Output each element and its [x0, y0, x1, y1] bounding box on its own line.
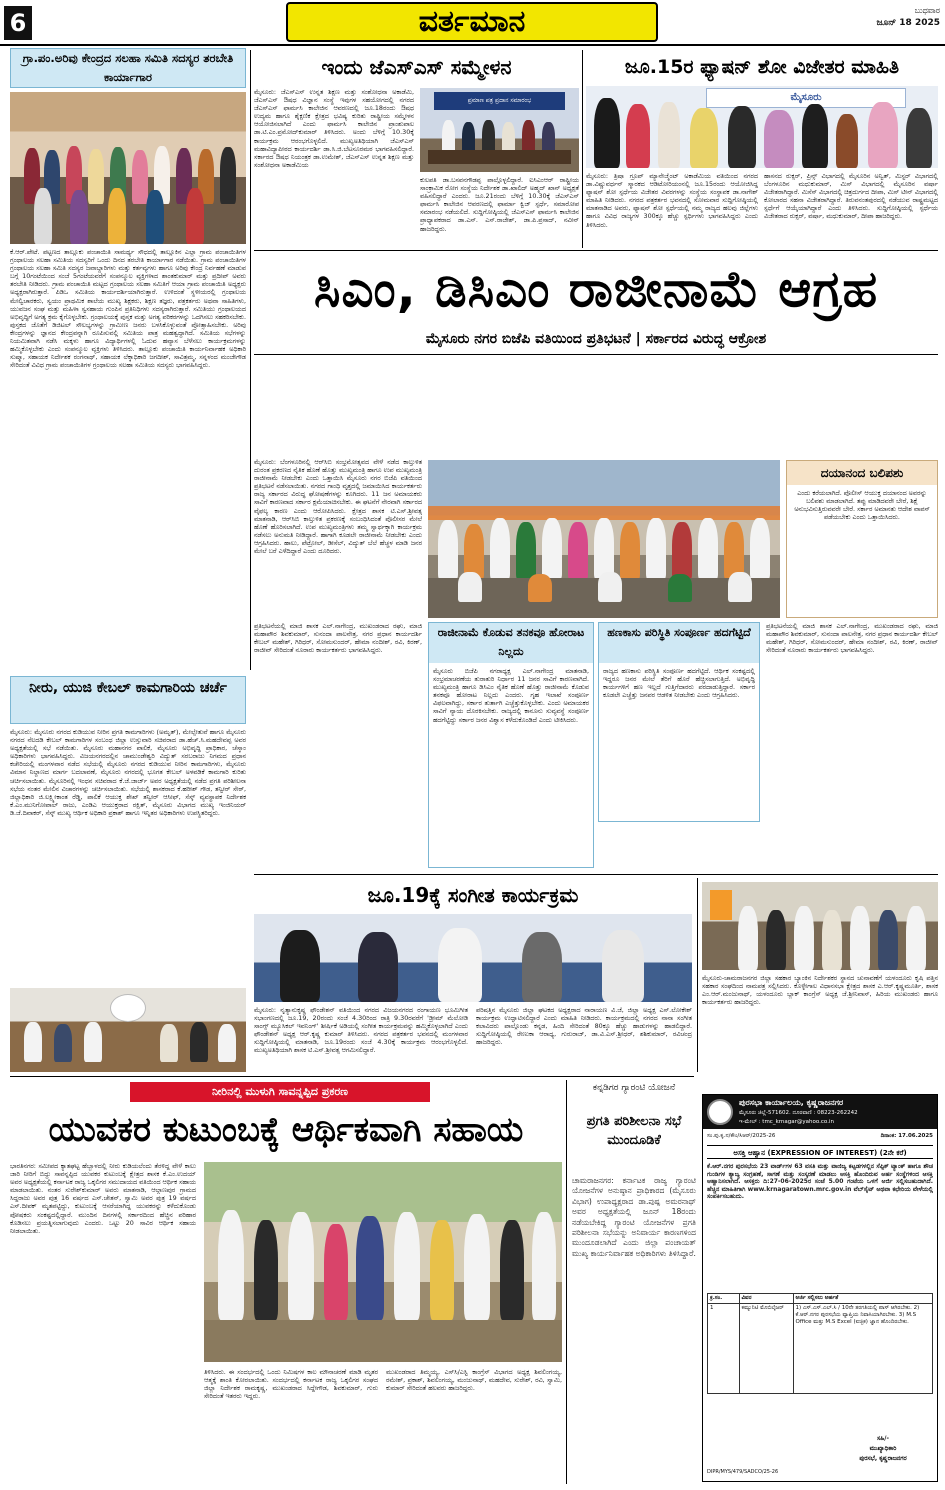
side-box: [786, 460, 938, 618]
divider-h-bottom: [10, 1076, 694, 1077]
divider-h-mid: [254, 874, 938, 875]
article-family-body-2: ತಿಳಿಸಿದರು. ಈ ಸಂದರ್ಭದಲ್ಲಿ ಒಂದು ನಿಮಿಷಗಳ ಕಾಲ ಮೌನಾಚರಣೆ ಮಾಡಿ ಮೃತರ ಆತ್ಮಕ್ಕೆ ಶಾಂತಿ ಕೋರಲಾಯಿತು. ಸಂದರ್ಭದಲ್ಲಿ ಕರ್ನಾಟಕ ರಾಜ್ಯ ಒಕ್ಕಲಿಗರ ಸಂಘದ ಜಿಲ್ಲಾ ನಿರ್ದೇಶಕ ರಾಮಕೃಷ್ಣ, ಮುಖಂಡರಾದ ಸಿದ್ದೇಗೌಡ, ಶಿವಕುಮಾರ್, ಗುರು ಸೇರಿದಂತೆ ಇತರರು ಇದ್ದರು.: [204, 1368, 378, 1401]
main-headline: ಸಿಎಂ, ಡಿಸಿಎಂ ರಾಜೀನಾಮೆ ಆಗ್ರಹ: [313, 260, 879, 318]
article-library-body: ಕೆ.ಆರ್.ಪೇಟೆ. ಪಟ್ಟಣದ ತಾಲ್ಲೂಕು ಪಂಚಾಯಿತಿ ಸಾಮರ್ಥ್ಯ ಸೌಧದಲ್ಲಿ ತಾಲ್ಲೂಕಿನ ಎಲ್ಲಾ ಗ್ರಾಮ ಪಂಚಾಯಿತಿಗಳ ಗ್ರಂಥಾಲಯ ಸಲಹಾ ಸಮಿತಿಯ ಸದಸ್ಯರಿಗೆ ಒಂದು ದಿನದ ತರಬೇತಿ ಕಾರ್ಯಾಗಾರ ನಡೆಯಿತು. ಗ್ರಾಮ ಪಂಚಾಯಿತಿಗಳ ಗ್ರಂಥಾಲಯ ಸಲಹಾ ಸಮಿತಿ ಸದಸ್ಯರ ಜವಾಬ್ದಾರಿಗಳು ಮತ್ತು ಕರ್ತವ್ಯಗಳು ಹಾಗೂ ಅರಿವು ಕೇಂದ್ರ ನಿರ್ವಹಣೆ ಮಾಡುವ ಬಗ್ಗೆ 10ಗಂಟೆಯಿಂದ ಸಂಜೆ 5ಗಂಟೆಯವರೆಗೆ ಸಂಪನ್ಮೂಲ ವ್ಯಕ್ತಿಗಳಾದ ಶಾಂತಕುಮಾರ್ ಮತ್ತು ಪ್ರದೀಪ್ ಅವರು ತರಬೇತಿ ನೀಡಿದರು. ಗ್ರಾಮ ಪಂಚಾಯಿತಿ ಮಟ್ಟದ ಗ್ರಂಥಾಲಯ ಸಲಹಾ ಸಮಿತಿಗೆ ಆಯಾ ಗ್ರಾಮ ಪಂಚಾಯಿತಿ ಅಧ್ಯಕ್ಷರು ಅಧ್ಯಕ್ಷರಾಗಿರುತ್ತಾರೆ. ಪಿಡಿಒ ಸಮಿತಿಯ ಕಾರ್ಯದರ್ಶಿಯಾಗಿರುತ್ತಾರೆ. ಉಳಿದಂತೆ ಸ್ಥಳೀಯರಲ್ಲಿ ಗ್ರಂಥಾಲಯ ಮೇಲ್ವಿಚಾರಕರು, ಸ್ವಯಂ ಪ್ರಾಥಮಿಕ ಶಾಲೆಯ ಮುಖ್ಯ ಶಿಕ್ಷಕರು, ಶಿಕ್ಷಣ ತಜ್ಞರು, ಪತ್ರಕರ್ತರು ಅಥವಾ ಸಾಹಿತಿಗಳು, ಯುವಜನ ಸಂಘ ಮತ್ತು ಮಹಿಳಾ ಸ್ವಸಹಾಯ ಗುಂಪಿನ ಪ್ರತಿನಿಧಿಗಳು ಸದಸ್ಯರಾಗಿರುತ್ತಾರೆ. ಸಮಿತಿಯು ಗ್ರಂಥಾಲಯದ ಅಭಿವೃದ್ಧಿಗೆ ಅಗತ್ಯ ಕ್ರಮ ಕೈಗೊಳ್ಳಬೇಕು. ಗ್ರಂಥಾಲಯಕ್ಕೆ ಪುಸ್ತಕ ಮತ್ತು ಅಗತ್ಯ ಪರಿಕರಗಳನ್ನು ಒದಗಿಸಲು ಸಹಕರಿಸಬೇಕು. ಪುಸ್ತಕದ ಜೊತೆಗೆ ಡಿಜಿಟಲ್ ಸೌಲಭ್ಯಗಳನ್ನು ಗ್ರಾಮೀಣ ಜನರು ಬಳಸಿಕೊಳ್ಳುವಂತೆ ಪ್ರೋತ್ಸಾಹಿಸಬೇಕು. ಅರಿವು ಕೇಂದ್ರಗಳನ್ನು ಜ್ಞಾನದ ಕೇಂದ್ರವನ್ನಾಗಿ ರೂಪಿಸುವಲ್ಲಿ ಸಮಿತಿಯ ಪಾತ್ರ ಮಹತ್ವದ್ದಾಗಿದೆ. ಸಮಿತಿಯ ಸಭೆಗಳನ್ನು ನಿಯಮಿತವಾಗಿ ನಡೆಸಿ ಮಕ್ಕಳು ಹಾಗೂ ವಿದ್ಯಾರ್ಥಿಗಳಲ್ಲಿ ಓದುವ ಹವ್ಯಾಸ ಬೆಳೆಸಲು ಕಾರ್ಯಕ್ರಮಗಳನ್ನು ಹಮ್ಮಿಕೊಳ್ಳಬೇಕು ಎಂದು ಸಂಪನ್ಮೂಲ ವ್ಯಕ್ತಿಗಳು ತಿಳಿಸಿದರು. ತಾಲ್ಲೂಕು ಪಂಚಾಯಿತಿ ಕಾರ್ಯನಿರ್ವಾಹಕ ಅಧಿಕಾರಿ ಸುಷ್ಮಾ, ಸಹಾಯಕ ನಿರ್ದೇಶಕ ರಂಗನಾಥ್, ಸಹಾಯಕ ಲೆಕ್ಕಾಧಿಕಾರಿ ಜಗದೀಶ್, ಸಾವಿತ್ರಮ್ಮ, ಸನ್ನಳಂದ ಮಂಜೇಗೌಡ ಸೇರಿದಂತೆ ವಿವಿಧ ಗ್ರಾಮ ಪಂಚಾಯಿತಿಗಳ ಗ್ರಂಥಾಲಯ ಸಲಹಾ ಸಮಿತಿಯ ಸದಸ್ಯರು ಭಾಗವಹಿಸಿದ್ದರು.: [10, 248, 246, 370]
main-body-right: ಪ್ರತಿಭಟನೆಯಲ್ಲಿ ಮಾಜಿ ಶಾಸಕ ಎಲ್.ನಾಗೇಂದ್ರ, ಮುಖಂಡರಾದ ರಘು, ಮಾಜಿ ಮಹಾಪೌರ ಶಿವಕುಮಾರ್, ಸುನಂದಾ ಪಾಲನೇತ್ರ, ನಗರ ಪ್ರಧಾನ ಕಾರ್ಯದರ್ಶಿ ಕೇಬಲ್ ಮಹೇಶ್, ಗಿರಿಧರ್, ಸೋಮಸುಂದರ್, ಹೇಮಾ ನಂದೀಶ್, ರವಿ, ಕಿರಣ್, ರಾಜೀವ್ ಸೇರಿದಂತೆ ನೂರಾರು ಕಾರ್ಯಕರ್ತರು ಭಾಗವಹಿಸಿದ್ದರು.: [766, 622, 938, 655]
article-family-kicker: ನೀರಿನಲ್ಲಿ ಮುಳುಗಿ ಸಾವನ್ನಪ್ಪಿದ ಪ್ರಕರಣ: [130, 1082, 430, 1102]
article-music-body-2: ಪರಿಷತ್ತಿನ ಮೈಸೂರು ಜಿಲ್ಲಾ ಘಟಕದ ಅಧ್ಯಕ್ಷರಾದ ನಾರಾಯಣ ವಿ.ಜೆ, ಜಿಲ್ಲಾ ಅಧ್ಯಕ್ಷ ಎಸ್.ಲೋಕೇಶ್ ಕಾರ್ಯಕ್ರಮ ಉದ್ಘಾಟಿಸಲಿದ್ದಾರೆ ಎಂದು ಮಾಹಿತಿ ನೀಡಿದರು. ಕಾರ್ಯಕ್ರಮದಲ್ಲಿ ನಗರದ ನಾನಾ ಸಂಗೀತ ಕಲಾವಿದರು ಪಾಲ್ಗೊಂಡು ಕನ್ನಡ, ಹಿಂದಿ ಸೇರಿದಂತೆ 80ಕ್ಕೂ ಹೆಚ್ಚು ಹಾಡುಗಳನ್ನು ಹಾಡಲಿದ್ದಾರೆ. ಸುದ್ದಿಗೋಷ್ಠಿಯಲ್ಲಿ ರೇಣುಕಾ ಆರಾಧ್ಯ, ಗುರುರಾಜ್, ಡಾ.ವಿ.ಎಸ್.ಶ್ರೀಧರ್, ಶಶಿಕುಮಾರ್, ರವಿಚಂದ್ರ ಹಾಜರಿದ್ದರು.: [476, 1006, 692, 1047]
box-resign: [428, 622, 594, 868]
article-nomination-body: ಮೈಸೂರು-ಚಾಮರಾಜನಗರ ಜಿಲ್ಲಾ ಸಹಕಾರ ಬ್ಯಾಂಕಿನ ನಿರ್ದೇಶಕರ ಸ್ಥಾನದ ಚುನಾವಣೆಗೆ ಯಳಂದೂರು ಕೃಷಿ ಪತ್ತಿನ ಸಹಕಾರ ಸಂಘದಿಂದ ನಾಮಪತ್ರ ಸಲ್ಲಿಸಿದರು. ಕೊಳ್ಳೇಗಾಲ ವಿಧಾನಸಭಾ ಕ್ಷೇತ್ರದ ಶಾಸಕ ಎ.ಆರ್.ಕೃಷ್ಣಮೂರ್ತಿ, ಶಾಸಕ ಎಂ.ಆರ್.ಮಂಜುನಾಥ್, ಯಳಂದೂರು ಬ್ಲಾಕ್ ಕಾಂಗ್ರೆಸ್ ಅಧ್ಯಕ್ಷ ಜೆ.ಶ್ರೀನಿವಾಸ್, ಹಿರಿಯ ಮುಖಂಡರು ಹಾಗೂ ಕಾರ್ಯಕರ್ತರು ಹಾಜರಿದ್ದರು.: [702, 974, 938, 1007]
notice-date: ದಿನಾಂಕ: 17.06.2025: [880, 1133, 933, 1139]
divider-v3: [697, 878, 698, 1072]
family-aid-photo: [204, 1162, 562, 1362]
article-family-body-3: ಮುಖಂಡರಾದ ತಿಮ್ಮಯ್ಯ, ಎಸ್‌ಸಿ/ಎಸ್ಟಿ ಕಾಂಗ್ರೆಸ್ ವಿಭಾಗದ ಅಧ್ಯಕ್ಷ ಶಿವಲಿಂಗಯ್ಯ, ರಮೇಶ್, ಪ್ರಕಾಶ್, ಶಿವಲಿಂಗಯ್ಯ, ಮಂಜುನಾಥ್, ಮಹದೇವ, ಸುರೇಶ್, ರವಿ, ಸ್ವಾಮಿ, ಕುಮಾರ್ ಸೇರಿದಂತೆ ಹಲವರು ಹಾಜರಿದ್ದರು.: [386, 1368, 562, 1393]
article-jss-conference: [254, 48, 579, 246]
article-family-headline: ಯುವಕರ ಕುಟುಂಬಕ್ಕೆ ಆರ್ಥಿಕವಾಗಿ ಸಹಾಯ: [48, 1110, 524, 1150]
notice-body: ಕೆ.ಆರ್.ನಗರ ಪುರಸಭೆಯ 23 ವಾರ್ಡ್‌ಗಳ 63 ವಸತಿ ಮತ್ತು ವಾಣಿಜ್ಯ ಕಟ್ಟಡಗಳಲ್ಲಿನ ಸೆಪ್ಟಿಕ್ ಟ್ಯಾಂಕ್ ಹಾಗೂ ಶೌಚ ಗುಂಡಿಗಳ ತ್ಯಾಜ್ಯ ಸಂಗ್ರಹಣೆ, ಸಾಗಣೆ ಮತ್ತು ಸಂಸ್ಕರಣೆ ಮಾಡಲು ಆಸಕ್ತಿ ಹೊಂದಿರುವ ಅರ್ಹ ಸಂಸ್ಥೆಗಳಿಂದ ಆಸಕ್ತಿ ಆಹ್ವಾನಿಸಲಾಗಿದೆ. ಆಸಕ್ತರು ದಿ:27-06-2025ರ ಸಂಜೆ 5.00 ಗಂಟೆಯ ಒಳಗೆ ಅರ್ಜಿ ಸಲ್ಲಿಸಬಹುದಾಗಿದೆ. ಹೆಚ್ಚಿನ ಮಾಹಿತಿಗಾಗಿ www.krnagaratown.mrc.gov.in ವೆಬ್‌ಸೈಟ್ ಅಥವಾ ಕಛೇರಿಯ ವೇಳೆಯಲ್ಲಿ ಸಂಪರ್ಕಿಸಬಹುದು.: [707, 1163, 933, 1201]
side-box-headline: ದಯಾನಂದ ಬಲಿಪಶು: [787, 461, 937, 485]
article-music-program: [254, 878, 692, 1072]
divider-v2: [582, 50, 583, 248]
box-finance: [598, 622, 760, 822]
nomination-photo: [702, 882, 938, 970]
masthead: [0, 0, 945, 46]
article-guarantee: [572, 1080, 696, 1484]
protest-photo: [428, 460, 780, 618]
notice-org: ಪುರಸಭಾ ಕಾರ್ಯಾಲಯ, ಕೃಷ್ಣರಾಜನಗರ: [739, 1098, 844, 1107]
notice-header: [703, 1095, 937, 1129]
notice-emblem-icon: [707, 1099, 733, 1125]
divider-h-main: [254, 354, 938, 355]
masthead-date: ಜೂನ್ 18 2025: [876, 18, 940, 28]
music-press-photo: [254, 914, 692, 1002]
notice-code: DIPR/MYS/479/SADCO/25-26: [707, 1469, 779, 1475]
notice-table-header-1: ಕ್ರ.ಸಂ.: [708, 1294, 740, 1304]
article-music-body-1: ಮೈಸೂರು: ನೃತ್ಯಾನುಕೃಷ್ಣ ಫೌಂಡೇಶನ್ ವತಿಯಿಂದ ನಗರದ ವಿಜಯನಗರದ ರಂಗಾಯಣ ಭೂಮಿಗೀತ ಸಭಾಂಗಣದಲ್ಲಿ ಜೂ.19, 20ರಂದು ಸಂಜೆ 4.30ರಿಂದ ರಾತ್ರಿ 9.30ರವರೆಗೆ 'ಡ್ರೀಮ್ ಮೆಲೋಡಿ ಸಾಂಗ್ಸ್ ಮ್ಯೂಸಿಕಲ್ ಇವನಿಂಗ್' ಶೀರ್ಷಿಕೆ ಅಡಿಯಲ್ಲಿ ಸಂಗೀತ ಕಾರ್ಯಕ್ರಮವನ್ನು ಹಮ್ಮಿಕೊಳ್ಳಲಾಗಿದೆ ಎಂದು ಫೌಂಡೇಶನ್ ಅಧ್ಯಕ್ಷ ಆರ್.ಕೃಷ್ಣ ಕುಮಾರ್ ತಿಳಿಸಿದರು. ನಗರದ ಪತ್ರಕರ್ತರ ಭವನದಲ್ಲಿ ಮಂಗಳವಾರ ಸುದ್ದಿಗೋಷ್ಠಿಯಲ್ಲಿ ಮಾತನಾಡಿ, ಜೂ.19ರಂದು ಸಂಜೆ 4.30ಕ್ಕೆ ಕಾರ್ಯಕ್ರಮ ಆರಂಭಗೊಳ್ಳಲಿದೆ. ಮುಖ್ಯಅತಿಥಿಯಾಗಿ ಶಾಸಕ ಟಿ.ಎಸ್.ಶ್ರೀವತ್ಸ ಆಗಮಿಸಲಿದ್ದಾರೆ.: [254, 1006, 468, 1055]
notice-sign-3: ಪುರಸಭೆ, ಕೃಷ್ಣರಾಜನಗರ: [859, 1455, 907, 1462]
jss-stage-photo: [420, 88, 579, 172]
notice-sign-2: ಮುಖ್ಯಾಧಿಕಾರಿ: [869, 1445, 897, 1452]
main-body-1: ಮೈಸೂರು: ಬೆಂಗಳೂರಿನಲ್ಲಿ ಆರ್‌ಸಿಬಿ ಸಂಭ್ರಮೋತ್ಸವದ ವೇಳೆ ನಡೆದ ಕಾಲ್ತುಳಿತ ದುರಂತ ಪ್ರಕರಣದ ನೈತಿಕ ಹೊಣೆ ಹೊತ್ತು ಮುಖ್ಯಮಂತ್ರಿ ಹಾಗೂ ಉಪ ಮುಖ್ಯಮಂತ್ರಿ ರಾಜೀನಾಮೆ ನೀಡಬೇಕು ಎಂದು ಒತ್ತಾಯಿಸಿ ಮೈಸೂರು ನಗರ ಬಿಜೆಪಿ ವತಿಯಿಂದ ಪ್ರತಿಭಟನೆ ನಡೆಸಲಾಯಿತು. ನಗರದ ಗಾಂಧಿ ವೃತ್ತದಲ್ಲಿ ಜಮಾಯಿಸಿದ ಕಾರ್ಯಕರ್ತರು ರಾಜ್ಯ ಸರ್ಕಾರದ ವಿರುದ್ಧ ಘೋಷಣೆಗಳನ್ನು ಕೂಗಿದರು. 11 ಜನ ಅಮಾಯಕರು ಸಾವಿಗೆ ಕಾರಣವಾದ ಸರ್ಕಾರ ಕ್ಷಮೆಯಾಚಿಸಬೇಕು. ಈ ಘಟನೆಗೆ ನೇರವಾಗಿ ಸರ್ಕಾರದ ವೈಫಲ್ಯ ಕಾರಣ ಎಂದು ಆರೋಪಿಸಿದರು. ಕ್ಷೇತ್ರದ ಶಾಸಕ ಟಿ.ಎಸ್.ಶ್ರೀವತ್ಸ ಮಾತನಾಡಿ, ಆರ್‌ಸಿಬಿ ಕಾಲ್ತುಳಿತ ಪ್ರಕರಣಕ್ಕೆ ಸಂಬಂಧಿಸಿದಂತೆ ಪೊಲೀಸರ ಮೇಲೆ ಹೊಣೆ ಹೊರಿಸಲಾಗಿದೆ. ಉಪ ಮುಖ್ಯಮಂತ್ರಿಗಳು ತಮ್ಮ ಸ್ವಾರ್ಥಕ್ಕಾಗಿ ಕಾರ್ಯಕ್ರಮ ನಡೆಸಲು ಅನುಮತಿ ನೀಡಿದ್ದಾರೆ. ಹಾಗಾಗಿ ಕೂಡಲೇ ರಾಜೀನಾಮೆ ನೀಡಬೇಕು ಎಂದು ಆಗ್ರಹಿಸಿದರು. ಹಾಲು, ಪೆಟ್ರೋಲ್, ಡೀಸೆಲ್, ವಿದ್ಯುತ್ ಬೆಲೆ ಹೆಚ್ಚಳ ಮಾಡಿ ಜನರ ಮೇಲೆ ಬರೆ ಎಳೆದಿದ್ದಾರೆ ಎಂದು ದೂರಿದರು.: [254, 458, 422, 556]
main-subhead: ಮೈಸೂರು ನಗರ ಬಿಜೆಪಿ ವತಿಯಿಂದ ಪ್ರತಿಭಟನೆ | ಸರ್ಕಾರದ ವಿರುದ್ಧ ಆಕ್ರೋಶ: [425, 331, 767, 347]
article-jss-headline: ಇಂದು ಜೆಎಸ್ಎಸ್ ಸಮ್ಮೇಳನ: [321, 55, 512, 79]
article-water-cable: [10, 676, 246, 1072]
box-finance-headline: ಹಣಕಾಸು ಪರಿಸ್ಥಿತಿ ಸಂಪೂರ್ಣ ಹದಗೆಟ್ಟಿದೆ: [599, 623, 759, 663]
divider-v1: [250, 50, 251, 670]
masthead-rule: [0, 44, 945, 46]
notice-table-cell-3: 1) ಎಸ್.ಎಸ್.ಎಲ್.ಸಿ / 10ನೇ ತರಗತಿಯಲ್ಲಿ ಪಾಸ್ ಆಗಿರಬೇಕು. 2) ಕೆ.ಆರ್.ನಗರ ಪುರಸಭೆಯ ವ್ಯಾಪ್ತಿಯ ನಿವಾಸಿಯಾಗಿರಬೇಕು. 3) M.S Office ಮತ್ತು M.S Excel (ಐಚ್ಛಿಕ) ಜ್ಞಾನ ಹೊಂದಿರಬೇಕು.: [793, 1304, 933, 1394]
article-music-headline: ಜೂ.19ಕ್ಕೆ ಸಂಗೀತ ಕಾರ್ಯಕ್ರಮ: [367, 883, 579, 907]
box-resign-headline: ರಾಜೀನಾಮೆ ಕೊಡುವ ತನಕವೂ ಹೋರಾಟ ನಿಲ್ಲದು: [429, 623, 593, 663]
page-number: 6: [4, 6, 32, 40]
article-library-headline: ಗ್ರಾ.ಪಂ.ಅರಿವು ಕೇಂದ್ರದ ಸಲಹಾ ಸಮಿತಿ ಸದಸ್ಯರ ತರಬೇತಿ ಕಾರ್ಯಾಗಾರ: [10, 48, 246, 88]
fashion-banner: ಮೈಸೂರು: [706, 88, 906, 108]
article-water-body: ಮೈಸೂರು: ಮೈಸೂರು ನಗರದ ಕುಡಿಯುವ ನೀರಿನ ಪ್ರಗತಿ ಕಾಮಗಾರಿಗಳು (ಅಮೃತ್), ಮೇಲ್ಸೇತುವೆ ಹಾಗೂ ಮೈಸೂರು ನಗರದ ನೆಲದಡಿ ಕೇಬಲ್ ಕಾಮಗಾರಿಗಳ ಸಂಬಂಧ ಜಿಲ್ಲಾ ಉಸ್ತುವಾರಿ ಸಚಿವರಾದ ಡಾ.ಹೆಚ್.ಸಿ.ಮಹದೇವಪ್ಪ ಅವರ ಅಧ್ಯಕ್ಷತೆಯಲ್ಲಿ ಸಭೆ ನಡೆಯಿತು. ಮೈಸೂರು ಮಹಾನಗರ ಪಾಲಿಕೆ, ಮೈಸೂರು ಅಭಿವೃದ್ಧಿ ಪ್ರಾಧಿಕಾರ, ಚೆಸ್ಕಾಂ ಅಧಿಕಾರಿಗಳು ಭಾಗವಹಿಸಿದ್ದರು. ವಿಜಯನಗರದಲ್ಲಿನ ಚಾಮುಂಡೇಶ್ವರಿ ವಿದ್ಯುತ್ ಸರಬರಾಜು ನಿಗಮದ ಪ್ರಧಾನ ಕಚೇರಿಯಲ್ಲಿ ಮಂಗಳವಾರ ನಡೆದ ಸಭೆಯಲ್ಲಿ ಮೈಸೂರು ನಗರದ ಕುಡಿಯುವ ನೀರಿನ ಕಾಮಗಾರಿಗಳು, ಮೈಸೂರು ವಿಮಾನ ನಿಲ್ದಾಣದ ಮಾರ್ಗ ಬದಲಾವಣೆ, ಮೈಸೂರು ನಗರದಲ್ಲಿ ಭೂಗತ ಕೇಬಲ್ ಅಳವಡಿಕೆ ಕಾಮಗಾರಿ ಕುರಿತು ಚರ್ಚಿಸಲಾಯಿತು. ಮೈಸೂರಿನಲ್ಲಿ ಇಂಧನ ಸಚಿವರಾದ ಕೆ.ಜೆ.ಜಾರ್ಜ್ ಅವರ ಅಧ್ಯಕ್ಷತೆಯಲ್ಲಿ ನಡೆದ ಪ್ರಗತಿ ಪರಿಶೀಲನಾ ಸಭೆಯ ನಂತರ ಮೇಲಿನ ವಿಚಾರಗಳನ್ನು ಚರ್ಚಿಸಲಾಯಿತು. ಸಭೆಯಲ್ಲಿ ಶಾಸಕರಾದ ಕೆ.ಹರೀಶ್ ಗೌಡ, ತನ್ವೀರ್ ಸೇಠ್, ಜಿಲ್ಲಾಧಿಕಾರಿ ಜಿ.ಲಕ್ಷ್ಮೀಕಾಂತ ರೆಡ್ಡಿ, ಪಾಲಿಕೆ ಆಯುಕ್ತ ಶೇಖ್ ತನ್ವೀರ್ ಆಸೀಫ್, ಸೆಸ್ಕ್ ವ್ಯವಸ್ಥಾಪಕ ನಿರ್ದೇಶಕ ಕೆ.ಎಂ.ಮುನಿಗೋಪಾಲ್ ರಾಜು, ಎಂಡಿಎ ಆಯುಕ್ತರಾದ ರಕ್ಷಿತ್, ಮೈಸೂರು ವಿಭಾಗದ ಮುಖ್ಯ ಇಂಜಿನಿಯರ್ ಡಿ.ಜೆ.ದಿವಾಕರ್, ಸೆಸ್ಕ್ ಮುಖ್ಯ ಆರ್ಥಿಕ ಅಧಿಕಾರಿ ಪ್ರಕಾಶ್ ಹಾಗೂ ಇನ್ನಿತರ ಅಧಿಕಾರಿಗಳು ಉಪಸ್ಥಿತರಿದ್ದರು.: [10, 728, 246, 817]
divider-h-top: [254, 250, 938, 251]
article-guarantee-headline: ಪ್ರಗತಿ ಪರಿಶೀಲನಾ ಸಭೆ ಮುಂದೂಡಿಕೆ: [586, 1114, 682, 1148]
library-group-photo: [10, 92, 246, 244]
fashion-winners-photo: [586, 86, 938, 168]
box-finance-body: ರಾಜ್ಯದ ಹಣಕಾಸು ಪರಿಸ್ಥಿತಿ ಸಂಪೂರ್ಣ ಹದಗೆಟ್ಟಿದೆ. ಆರ್ಥಿಕ ಸಂಕಷ್ಟದಲ್ಲಿ ಇದ್ದರೂ ಜನರ ಮೇಲೆ ತೆರಿಗೆ ಹೊರೆ ಹೆಚ್ಚಿಸಲಾಗುತ್ತಿದೆ. ಅಭಿವೃದ್ಧಿ ಕಾರ್ಯಗಳಿಗೆ ಹಣ ಇಲ್ಲದೆ ಗುತ್ತಿಗೆದಾರರು ಪರದಾಡುತ್ತಿದ್ದಾರೆ. ಸರ್ಕಾರ ಕೂಡಲೇ ಎಚ್ಚೆತ್ತು ಜನಪರ ಆಡಳಿತ ನೀಡಬೇಕು ಎಂದು ಆಗ್ರಹಿಸಿದರು.: [603, 667, 755, 700]
notice-title: ಅಸಕ್ತಿ ಆಹ್ವಾನ (EXPRESSION OF INTEREST) (2ನೇ ಕರೆ): [707, 1145, 933, 1159]
notice-table: [707, 1293, 933, 1394]
article-guarantee-kicker: ಕನ್ನಡಿಗರ ಗ್ಯಾರಂಟಿ ಯೋಜನೆ: [592, 1083, 676, 1093]
article-guarantee-body: ಚಾಮರಾಜನಗರ: ಕರ್ನಾಟಕ ರಾಜ್ಯ ಗ್ಯಾರಂಟಿ ಯೋಜನೆಗಳ ಅನುಷ್ಠಾನ ಪ್ರಾಧಿಕಾರದ (ಮೈಸೂರು ವಿಭಾಗ) ಉಪಾಧ್ಯಕ್ಷರಾದ ಡಾ.ಪುಷ್ಪ ಅಮರನಾಥ್ ಅವರ ಅಧ್ಯಕ್ಷತೆಯಲ್ಲಿ ಜೂನ್ 18ರಂದು ನಡೆಯಬೇಕಿದ್ದ ಗ್ಯಾರಂಟಿ ಯೋಜನೆಗಳ ಪ್ರಗತಿ ಪರಿಶೀಲನಾ ಸಭೆಯನ್ನು ಅನಿವಾರ್ಯ ಕಾರಣಗಳಿಂದ ಮುಂದೂಡಲಾಗಿದೆ ಎಂದು ಜಿಲ್ಲಾ ಪಂಚಾಯತ್ ಮುಖ್ಯ ಕಾರ್ಯನಿರ್ವಾಹಕ ಅಧಿಕಾರಿಗಳು ತಿಳಿಸಿದ್ದಾರೆ.: [572, 1176, 696, 1258]
masthead-day: ಬುಧವಾರ: [914, 6, 940, 15]
article-nomination: [702, 878, 938, 1072]
article-family-body-1: ಭಾರತಿನಗರ: ಸಮೀಪದ ಕ್ಯಾತಘಟ್ಟ ಹೆಬ್ಬಾಳದಲ್ಲಿ ನೀರು ಕುಡಿಯಲೆಂದು ತೆರಳಿದ್ದ ವೇಳೆ ಕಾಲು ಜಾರಿ ನೀರಿಗೆ ಬಿದ್ದು ಸಾವನ್ನಪ್ಪಿದ ಯುವಕರ ಕುಟುಂಬಕ್ಕೆ ಕ್ಷೇತ್ರದ ಶಾಸಕ ಕೆ.ಎಂ.ಉದಯ್ ಅವರ ಅಧ್ಯಕ್ಷತೆಯಲ್ಲಿ ಕರ್ನಾಟಕ ರಾಜ್ಯ ಒಕ್ಕಲಿಗರ ಸಮುದಾಯದ ವತಿಯಿಂದ ಆರ್ಥಿಕ ಸಹಾಯ ಮಾಡಲಾಯಿತು. ನಂತರ ಸುರೇಶ್‌ಕುಮಾರ್ ಅವರು ಮಾತನಾಡಿ, ಆಲ್ಗಾಣಪುರ ಗ್ರಾಮದ ಸಿದ್ದರಾಜು ಅವರ ಪುತ್ರ 16 ವರ್ಷದ ಎಸ್.ಚೇತನ್, ಸ್ವಾಮಿ ಅವರ ಪುತ್ರ 19 ವರ್ಷದ ಎಸ್.ದೀಪಕ್ ಮೃತಪಟ್ಟಿದ್ದು, ಕುಟುಂಬಕ್ಕೆ ಆಸರೆಯಾಗಿದ್ದ ಯುವಕರನ್ನು ಕಳೆದುಕೊಂಡು ಪೋಷಕರು ಸಂಕಷ್ಟದಲ್ಲಿದ್ದಾರೆ. ಮುಂದಿನ ದಿನಗಳಲ್ಲಿ ಸರ್ಕಾರದಿಂದ ಹೆಚ್ಚಿನ ಪರಿಹಾರ ಕೊಡಿಸಲು ಪ್ರಯತ್ನಿಸಲಾಗುವುದು ಎಂದರು. ಒಟ್ಟು 20 ಸಾವಿರ ಆರ್ಥಿಕ ಸಹಾಯ ನೀಡಲಾಯಿತು.: [10, 1162, 196, 1235]
public-notice: [702, 1094, 938, 1482]
side-box-body: ಎಂದು ಕರೆಯಲಾಗಿದೆ. ಪೊಲೀಸ್ ಆಯುಕ್ತ ದಯಾನಂದ ಅವರನ್ನು ಬಲಿಪಶು ಮಾಡಲಾಗಿದೆ. ತಪ್ಪು ಮಾಡಿದವರೇ ಬೇರೆ, ಶಿಕ್ಷೆ ಅನುಭವಿಸುತ್ತಿರುವವರೇ ಬೇರೆ. ಸರ್ಕಾರ ಅಮಾನತು ಆದೇಶ ವಾಪಸ್ ಪಡೆಯಬೇಕು ಎಂದು ಒತ್ತಾಯಿಸಿದರು.: [794, 489, 930, 522]
box-resign-body: ಮೈಸೂರು ಬಿಜೆಪಿ ನಗರಾಧ್ಯಕ್ಷ ಎಲ್.ನಾಗೇಂದ್ರ ಮಾತನಾಡಿ, ಸಂಭ್ರಮಾಚರಣೆಯ ತುರಾತುರಿ ನಿರ್ಧಾರ 11 ಜನರ ಸಾವಿಗೆ ಕಾರಣವಾಗಿದೆ. ಮುಖ್ಯಮಂತ್ರಿ ಹಾಗೂ ಡಿಸಿಎಂ ನೈತಿಕ ಹೊಣೆ ಹೊತ್ತು ರಾಜೀನಾಮೆ ಕೊಡುವ ತನಕವೂ ಹೋರಾಟ ನಿಲ್ಲದು ಎಂದರು. ಗೃಹ ಇಲಾಖೆ ಸಂಪೂರ್ಣ ವಿಫಲವಾಗಿದ್ದು, ಸರ್ಕಾರ ತುರ್ತಾಗಿ ಎಚ್ಚೆತ್ತುಕೊಳ್ಳಬೇಕು. ಎಂದು ಅಮಾಯಕರ ಸಾವಿಗೆ ನ್ಯಾಯ ದೊರಕಿಸಬೇಕು. ರಾಜ್ಯದಲ್ಲಿ ಕಾನೂನು ಸುವ್ಯವಸ್ಥೆ ಸಂಪೂರ್ಣ ಹದಗೆಟ್ಟಿದ್ದು ಸರ್ಕಾರ ಜನರ ವಿಶ್ವಾಸ ಕಳೆದುಕೊಂಡಿದೆ ಎಂದು ಟೀಕಿಸಿದರು.: [433, 667, 589, 724]
article-water-headline: ನೀರು, ಯುಜಿ ಕೇಬಲ್ ಕಾಮಗಾರಿಯ ಚರ್ಚೆ: [10, 676, 246, 724]
article-library-training: [10, 48, 246, 668]
notice-email: ಇ-ಮೇಲ್ : tmc_krnagar@yahoo.co.in: [739, 1119, 834, 1125]
article-jss-body-1: ಮೈಸೂರು: ಜೆಎಸ್ಎಸ್ ಉನ್ನತ ಶಿಕ್ಷಣ ಮತ್ತು ಸಂಶೋಧನಾ ಅಕಾಡೆಮಿ, ಜೆಎಸ್ಎಸ್ ಔಷಧ ವಿಜ್ಞಾನ ಸಂಸ್ಥೆ ಇವುಗಳ ಸಹಯೋಗದಲ್ಲಿ ನಗರದ ಜೆಎಸ್ಎಸ್ ಫಾರ್ಮಸಿ ಕಾಲೇಜಿನ ಆವರಣದಲ್ಲಿ ಜೂ.18ರಂದು ಔಷಧ ಉದ್ಯಮ ಹಾಗೂ ಶೈಕ್ಷಣಿಕ ಕ್ಷೇತ್ರದ ಭವಿಷ್ಯ ಕುರಿತು ರಾಷ್ಟ್ರೀಯ ಸಮ್ಮೇಳನ ಆಯೋಜಿಸಲಾಗಿದೆ ಎಂದು ಫಾರ್ಮಸಿ ಕಾಲೇಜಿನ ಪ್ರಾಂಶುಪಾಲ ಡಾ.ಟಿ.ಎಂ.ಪ್ರಮೋದ್‌ಕುಮಾರ್ ತಿಳಿಸಿದರು. ಅಂದು ಬೆಳಿಗ್ಗೆ 10.30ಕ್ಕೆ ಕಾರ್ಯಕ್ರಮ ಆರಂಭಗೊಳ್ಳಲಿದೆ. ಮುಖ್ಯಅತಿಥಿಯಾಗಿ ಜೆಎಸ್ಎಸ್ ಮಹಾವಿದ್ಯಾಪೀಠದ ಕಾರ್ಯದರ್ಶಿ ಡಾ.ಸಿ.ಜಿ.ಬೆಟಸೂರಮಠ ಭಾಗವಹಿಸಲಿದ್ದಾರೆ. ಸರ್ಕಾರದ ಔಷಧ ನಿಯಂತ್ರಕ ಡಾ.ಉಮೇಶ್, ಜೆಎಸ್ಎಸ್ ಉನ್ನತ ಶಿಕ್ಷಣ ಮತ್ತು ಸಂಶೋಧನಾ ಅಕಾಡೆಮಿಯ: [254, 88, 414, 169]
notice-sign-1: ಸಹಿ/-: [877, 1435, 889, 1442]
article-family-aid: [10, 1080, 562, 1484]
notice-table-header-2: ವಿವರ: [739, 1294, 793, 1304]
meeting-photo: [10, 988, 246, 1072]
article-fashion-body-2: ಹಾಸನದ ರುಕ್ಸರ್, ಪ್ರಿನ್ಸ್ ವಿಭಾಗದಲ್ಲಿ ಮೈಸೂರಿನ ಅನ್ವಿತ್, ಮಿಸ್ಟರ್ ವಿಭಾಗದಲ್ಲಿ ಬೆಂಗಳೂರಿನ ಮಧುಕುಮಾರ್, ಮಿಸ್ ವಿಭಾಗದಲ್ಲಿ ಮೈಸೂರಿನ ವರ್ಷಾ ವಿಜೇತರಾಗಿದ್ದಾರೆ. ಮಿಸೆಸ್ ವಿಭಾಗದಲ್ಲಿ ಚಿತ್ರದುರ್ಗದ ದೀಪಾ, ಮಿಸ್ ಟೀನ್ ವಿಭಾಗದಲ್ಲಿ ಕೋಲಾರದ ಸಹನಾ ವಿಜೇತರಾಗಿದ್ದಾರೆ. ತಿರುವನಂತಪುರದಲ್ಲಿ ನಡೆಯುವ ರಾಷ್ಟ್ರಮಟ್ಟದ ಸ್ಪರ್ಧೆಗೆ ಆಯ್ಕೆಯಾಗಿದ್ದಾರೆ ಎಂದು ತಿಳಿಸಿದರು. ಸುದ್ದಿಗೋಷ್ಠಿಯಲ್ಲಿ ಸ್ಪರ್ಧೆಯ ವಿಜೇತರಾದ ರುಕ್ಸರ್, ವರ್ಷಾ, ಮಧುಕುಮಾರ್, ದೀಪಾ ಹಾಜರಿದ್ದರು.: [764, 172, 938, 221]
notice-table-cell-1: 1: [708, 1304, 740, 1394]
notice-table-header-3: ಅರ್ಜಿ ಸಲ್ಲಿಸಲು ಅರ್ಹತೆ: [793, 1294, 933, 1304]
article-fashion-show: [586, 48, 938, 246]
article-jss-body-2: ಕುಲಪತಿ ಡಾ.ಬಸವನಗೌಡಪ್ಪ ಪಾಲ್ಗೊಳ್ಳಲಿದ್ದಾರೆ. ಐಸಿಎಂಆರ್ ರಾಷ್ಟ್ರೀಯ ಸಾಂಕ್ರಾಮಿಕ ರೋಗ ಸಂಸ್ಥೆಯ ನಿರ್ದೇಶಕ ಡಾ.ಖಾಲಿದ್ ಅಹ್ಮದ್ ಖಾನ್ ಅಧ್ಯಕ್ಷತೆ ವಹಿಸಲಿದ್ದಾರೆ ಎಂದರು. ಜೂ.21ರಂದು ಬೆಳಿಗ್ಗೆ 10.30ಕ್ಕೆ ಜೆಎಸ್ಎಸ್ ಫಾರ್ಮಸಿ ಕಾಲೇಜಿನ ಆವರಣದಲ್ಲಿ ಫಾರ್ಮಾ ಕ್ವಿಜ್ ಸ್ಪರ್ಧೆ, ಸಮಾರೋಪ ಸಮಾರಂಭ ನಡೆಯಲಿದೆ. ಸುದ್ದಿಗೋಷ್ಠಿಯಲ್ಲಿ ಜೆಎಸ್ಎಸ್ ಫಾರ್ಮಸಿ ಕಾಲೇಜಿನ ಪ್ರಾಧ್ಯಾಪಕರಾದ ಡಾ.ಎಸ್. ಎಸ್.ರಾಜೇಶ್, ಡಾ.ಪಿ.ಪ್ರಸಾದ್, ನವೀನ್ ಹಾಜರಿದ್ದರು.: [420, 176, 579, 233]
masthead-title: ವರ್ತಮಾನ: [286, 2, 658, 42]
notice-table-cell-2: ಕಮ್ಯುನಿಟಿ ಮೊಬಿಲೈಜರ್: [739, 1304, 793, 1394]
article-fashion-headline: ಜೂ.15ರ ಫ್ಯಾಷನ್ ಶೋ ವಿಜೇತರ ಮಾಹಿತಿ: [624, 56, 900, 78]
jss-banner: ಪ್ರಮಾಣ ಪತ್ರ ಪ್ರದಾನ ಸಮಾರಂಭ: [434, 92, 565, 110]
notice-district: ಮೈಸೂರು ಜಿಲ್ಲೆ-571602. ದೂರವಾಣಿ : 08223-262242: [739, 1110, 858, 1116]
main-body-left-cont: ಪ್ರತಿಭಟನೆಯಲ್ಲಿ ಮಾಜಿ ಶಾಸಕ ಎಲ್.ನಾಗೇಂದ್ರ, ಮುಖಂಡರಾದ ರಘು, ಮಾಜಿ ಮಹಾಪೌರ ಶಿವಕುಮಾರ್, ಸುನಂದಾ ಪಾಲನೇತ್ರ, ನಗರ ಪ್ರಧಾನ ಕಾರ್ಯದರ್ಶಿ ಕೇಬಲ್ ಮಹೇಶ್, ಗಿರಿಧರ್, ಸೋಮಸುಂದರ್, ಹೇಮಾ ನಂದೀಶ್, ರವಿ, ಕಿರಣ್, ರಾಜೀವ್ ಸೇರಿದಂತೆ ನೂರಾರು ಕಾರ್ಯಕರ್ತರು ಭಾಗವಹಿಸಿದ್ದರು.: [254, 622, 422, 655]
article-fashion-body-1: ಮೈಸೂರು: ತ್ರಿಷಾ ಗ್ರೂಪ್ ಮ್ಯಾನೇಜ್ಮೆಂಟ್ ಅಕಾಡೆಮಿಯ ವತಿಯಿಂದ ನಗರದ ಡಾ.ವಿಷ್ಣುವರ್ಧನ್ ಸ್ಮಾರಕದ ಆಡಿಟೋರಿಯಂನಲ್ಲಿ ಜೂ.15ರಂದು ಆಯೋಜಿಸಿದ್ದ ಫ್ಯಾಷನ್ ಶೋ ಸ್ಪರ್ಧೆಯ ವಿಜೇತರ ವಿವರಗಳನ್ನು ಸಂಸ್ಥೆಯ ಸಂಸ್ಥಾಪಕ ಡಾ.ನಾಗೇಶ್ ಮಾಹಿತಿ ನೀಡಿದರು. ನಗರದ ಪತ್ರಕರ್ತರ ಭವನದಲ್ಲಿ ಸೋಮವಾರ ಸುದ್ದಿಗೋಷ್ಠಿಯಲ್ಲಿ ಮಾತನಾಡಿದ ಅವರು, ಫ್ಯಾಷನ್ ಶೋ ಸ್ಪರ್ಧೆಯಲ್ಲಿ ನಮ್ಮ ರಾಜ್ಯದ ಹಲವು ಜಿಲ್ಲೆಗಳು ಹಾಗೂ ವಿವಿಧ ರಾಜ್ಯಗಳ 300ಕ್ಕೂ ಹೆಚ್ಚು ಸ್ಪರ್ಧಿಗಳು ಭಾಗವಹಿಸಿದ್ದರು ಎಂದು ತಿಳಿಸಿದರು.: [586, 172, 758, 229]
divider-v4: [566, 1080, 567, 1484]
notice-ref: ಸಂ.ಪು.ಕೃ.ನ/ಕೌಂ/ಸಿಆರ್/2025-26: [707, 1133, 776, 1139]
